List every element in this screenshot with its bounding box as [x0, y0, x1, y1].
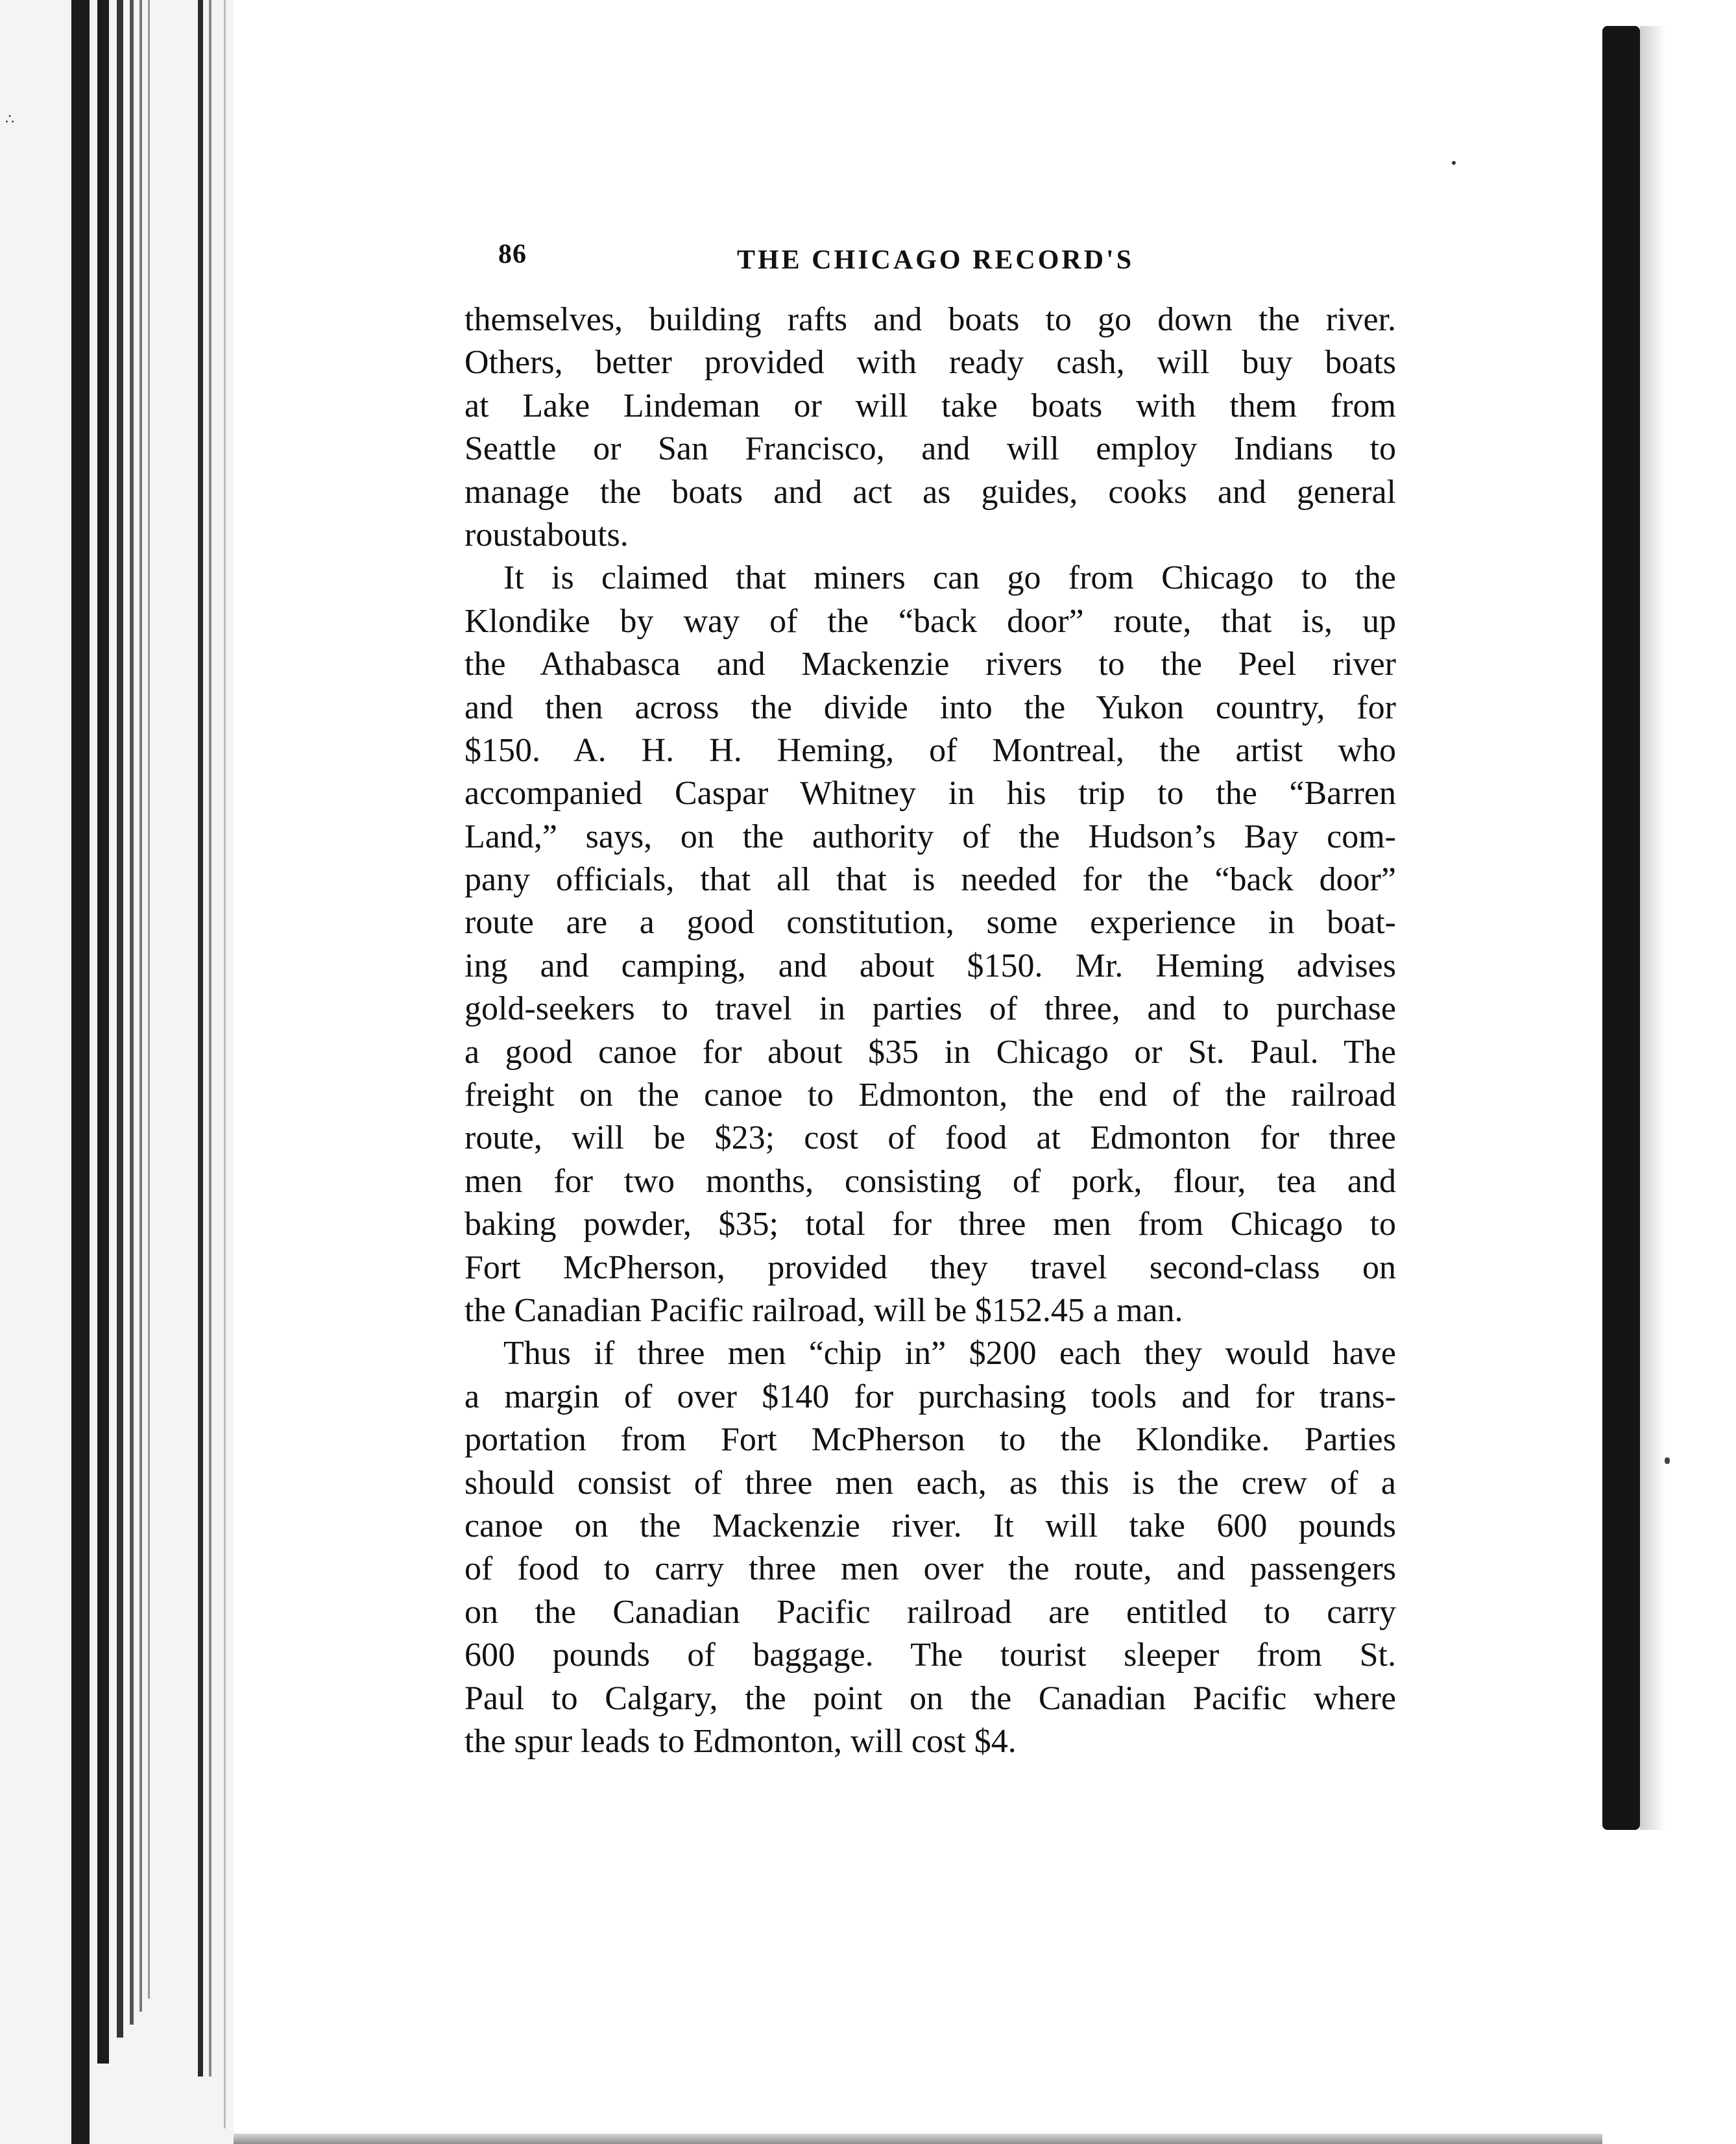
text-line: should consist of three men each, as this is the crew of a [464, 1464, 1396, 1502]
text-line: freight on the canoe to Edmonton, the end of the railroad [464, 1077, 1396, 1114]
text-line: pany officials, that all that is needed for the “back door” [464, 861, 1396, 899]
text-line: route are a good constitution, some experience in boat- [464, 904, 1396, 942]
page-edge-stripe [198, 0, 203, 2077]
text-line: canoe on the Mackenzie river. It will take 600 pounds [464, 1507, 1396, 1544]
text-line: Fort McPherson, provided they travel second-class on [464, 1249, 1396, 1286]
text-line: Thus if three men “chip in” $200 each they would have [503, 1335, 1396, 1372]
text-line: a margin of over $140 for purchasing tools and for trans- [464, 1378, 1396, 1415]
text-line: gold-seekers to travel in parties of three, and to purchase [464, 990, 1396, 1028]
page-edge-stripe [71, 0, 90, 2144]
scan-speck [1452, 161, 1456, 165]
page-edge-stripe [130, 0, 134, 2025]
text-line: the Canadian Pacific railroad, will be $152.45 a man. [464, 1291, 1183, 1329]
page-edge-stripe [97, 0, 109, 2064]
text-line: Paul to Calgary, the point on the Canadian Pacific where [464, 1679, 1396, 1717]
body-text [464, 298, 1396, 1763]
book-binding-edge [0, 0, 234, 2144]
running-head: THE CHICAGO RECORD'S [737, 245, 1135, 275]
paragraph [464, 557, 1396, 1332]
text-line: of food to carry three men over the route, and passengers [464, 1550, 1396, 1588]
text-line: Land,” says, on the authority of the Hudson’s Bay com- [464, 818, 1396, 855]
paragraph [464, 298, 1396, 557]
right-page-shadow [1640, 26, 1666, 1830]
page-edge-stripe [139, 0, 142, 2012]
text-line: the Athabasca and Mackenzie rivers to the Peel river [464, 646, 1396, 683]
page-number: 86 [498, 239, 527, 269]
text-line: route, will be $23; cost of food at Edmonton for three [464, 1119, 1396, 1157]
scan-speck [1665, 1457, 1670, 1464]
text-line: themselves, building rafts and boats to go down the river. [464, 301, 1396, 338]
page-edge-stripe [148, 0, 150, 1999]
text-line: roustabouts. [464, 516, 629, 554]
text-line: at Lake Lindeman or will take boats with them from [464, 387, 1396, 424]
text-line: the spur leads to Edmonton, will cost $4. [464, 1722, 1017, 1760]
text-line: It is claimed that miners can go from Chicago to the [503, 559, 1396, 597]
page-edge-stripe [117, 0, 123, 2038]
page-edge-stripe [209, 0, 211, 2077]
text-line: Others, better provided with ready cash, will buy boats [464, 344, 1396, 382]
text-line: ing and camping, and about $150. Mr. Heming advises [464, 947, 1396, 984]
text-line: portation from Fort McPherson to the Klondike. Parties [464, 1421, 1396, 1459]
text-line: manage the boats and act as guides, cooks and general [464, 473, 1396, 511]
right-page-edge [1602, 26, 1640, 1830]
text-line: Seattle or San Francisco, and will employ Indians to [464, 430, 1396, 468]
text-line: men for two months, consisting of pork, flour, tea and [464, 1162, 1396, 1200]
text-line: Klondike by way of the “back door” route, that is, up [464, 602, 1396, 640]
paragraph [464, 1332, 1396, 1763]
text-line: accompanied Caspar Whitney in his trip to the “Barren [464, 775, 1396, 812]
text-line: 600 pounds of baggage. The tourist sleeper from St. [464, 1637, 1396, 1674]
text-line: $150. A. H. H. Heming, of Montreal, the artist who [464, 731, 1396, 769]
page-edge-stripe [224, 0, 226, 2128]
scan-speck: ∴ [5, 111, 14, 127]
text-line: a good canoe for about $35 in Chicago or St. Paul. The [464, 1033, 1396, 1071]
text-line: and then across the divide into the Yukon country, for [464, 688, 1396, 726]
text-line: baking powder, $35; total for three men from Chicago to [464, 1206, 1396, 1243]
bottom-page-edge [234, 2134, 1602, 2144]
text-line: on the Canadian Pacific railroad are entitled to carry [464, 1593, 1396, 1631]
